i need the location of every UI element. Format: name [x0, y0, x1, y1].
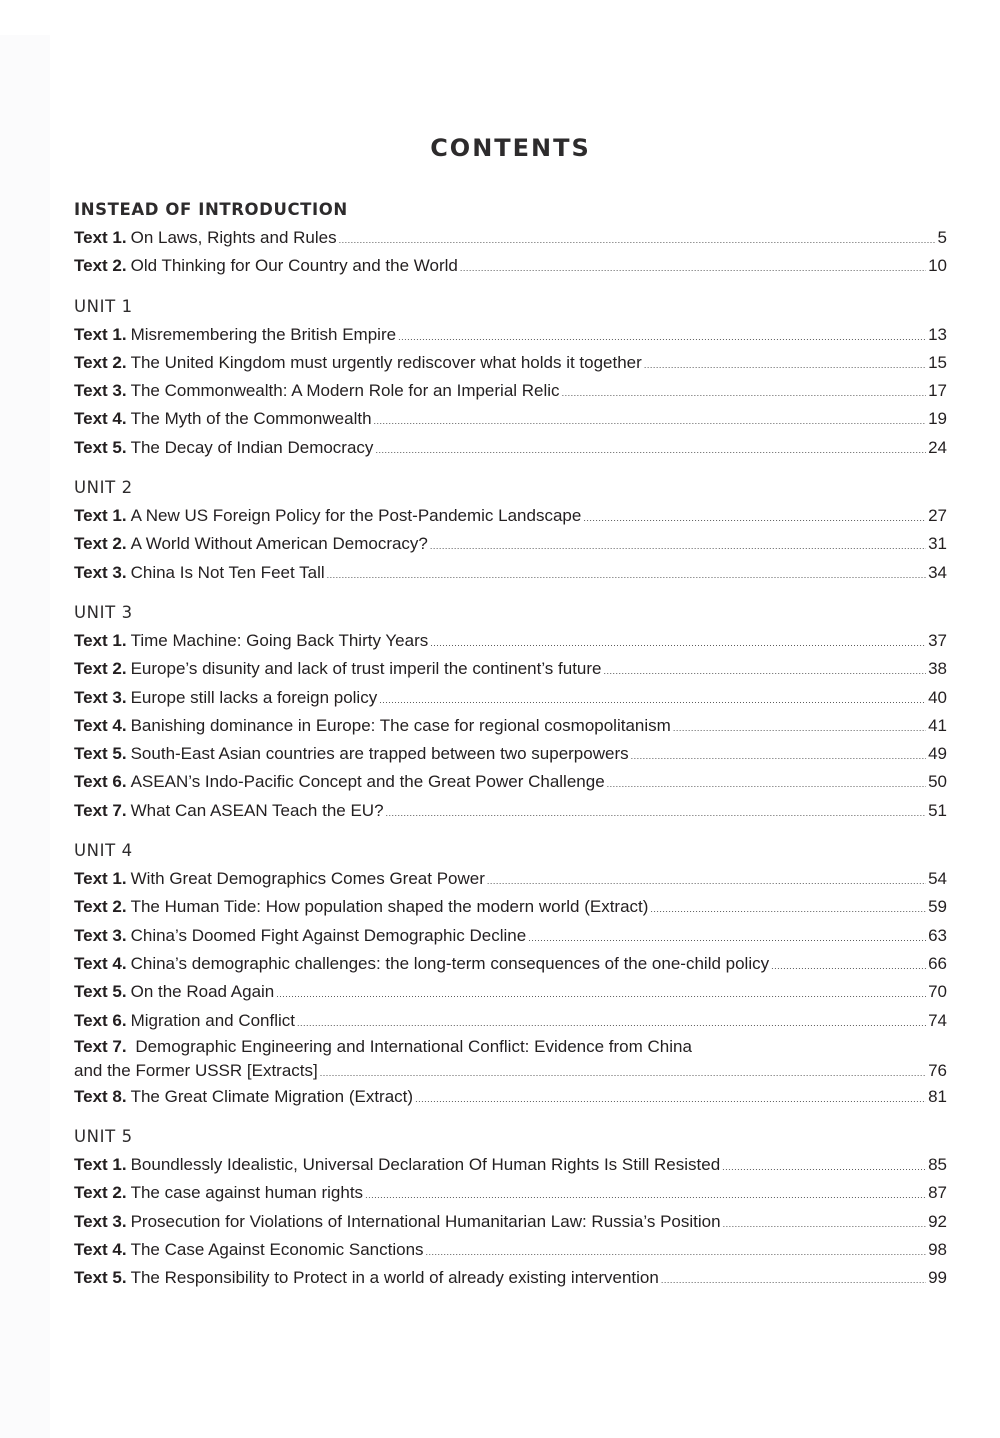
entry-label: Text 2.	[74, 659, 127, 679]
entry-page: 49	[928, 744, 947, 764]
dot-leader	[460, 254, 926, 282]
entry-page: 41	[928, 715, 947, 735]
toc-section-unit-1	[74, 293, 947, 462]
entry-page: 85	[928, 1155, 947, 1175]
entry-page: 10	[928, 256, 947, 276]
entry-page: 38	[928, 659, 947, 679]
toc-entry[interactable]	[74, 712, 947, 740]
entry-page: 19	[928, 409, 947, 429]
toc-section-unit-4	[74, 837, 947, 1111]
entry-label: Text 5.	[74, 982, 127, 1002]
entry-page: 81	[928, 1086, 947, 1106]
entry-title: The Commonwealth: A Modern Role for an Imperial Relic	[130, 381, 560, 401]
entry-label: Text 1.	[74, 630, 127, 650]
entry-page: 98	[928, 1240, 947, 1260]
entry-title: The Case Against Economic Sanctions	[130, 1240, 424, 1260]
entry-page: 27	[928, 506, 947, 526]
entry-page: 70	[928, 982, 947, 1002]
entry-page: 37	[928, 630, 947, 650]
dot-leader	[297, 1009, 926, 1037]
dot-leader	[276, 980, 926, 1008]
dot-leader	[650, 895, 926, 923]
entry-page: 59	[928, 897, 947, 917]
entry-label: Text 5.	[74, 1268, 127, 1288]
dot-leader	[528, 924, 926, 952]
entry-title: Time Machine: Going Back Thirty Years	[130, 630, 429, 650]
entry-title: The Human Tide: How population shaped the modern world (Extract)	[130, 897, 649, 917]
toc-entry[interactable]	[74, 1083, 947, 1111]
entry-label: Text 2.	[74, 534, 127, 554]
dot-leader	[379, 686, 926, 714]
entry-page: 54	[928, 869, 947, 889]
entry-label: Text 1.	[74, 228, 127, 247]
section-heading: UNIT 1	[74, 296, 133, 316]
entry-page: 17	[928, 381, 947, 401]
entry-page: 66	[928, 953, 947, 973]
toc-entry[interactable]	[74, 627, 947, 655]
entry-page: 15	[928, 352, 947, 372]
entry-title: The Myth of the Commonwealth	[130, 409, 372, 429]
dot-leader	[487, 867, 926, 895]
page-title: CONTENTS	[430, 134, 591, 162]
entry-page: 74	[928, 1010, 947, 1030]
entry-label: Text 1.	[74, 869, 127, 889]
section-heading: UNIT 3	[74, 602, 133, 622]
entry-label: Text 3.	[74, 1211, 127, 1231]
section-heading: INSTEAD OF INTRODUCTION	[74, 200, 348, 219]
entry-label: Text 6.	[74, 1010, 127, 1030]
dot-leader	[723, 1210, 927, 1238]
dot-leader	[631, 742, 926, 770]
toc-entry[interactable]	[74, 1179, 947, 1207]
entry-title: What Can ASEAN Teach the EU?	[130, 800, 384, 820]
toc-entry[interactable]	[74, 349, 947, 377]
entry-label: Text 2.	[74, 1183, 127, 1203]
toc-section-introduction	[74, 196, 947, 281]
section-heading: UNIT 4	[74, 841, 133, 861]
dot-leader	[607, 770, 926, 798]
dot-leader	[430, 629, 926, 657]
section-heading: UNIT 2	[74, 478, 133, 498]
entry-title: The United Kingdom must urgently rediscover what holds it together	[130, 352, 642, 372]
entry-page: 40	[928, 687, 947, 707]
entry-page: 13	[928, 324, 947, 344]
entry-label: Text 3.	[74, 562, 127, 582]
entry-page: 34	[928, 562, 947, 582]
entry-title: The Great Climate Migration (Extract)	[130, 1086, 414, 1106]
entry-label: Text 6.	[74, 772, 127, 792]
entry-title: Boundlessly Idealistic, Universal Declaration Of Human Rights Is Still Resisted	[130, 1155, 721, 1175]
toc-entry[interactable]	[74, 1208, 947, 1236]
toc-entry[interactable]	[74, 321, 947, 349]
entry-line-2	[74, 1059, 947, 1083]
toc-entry[interactable]	[74, 252, 947, 280]
dot-leader	[661, 1266, 926, 1294]
entry-title: The Responsibility to Protect in a world of already existing intervention	[130, 1268, 659, 1288]
entry-page: 87	[928, 1183, 947, 1203]
entry-label: Text 2.	[74, 897, 127, 917]
toc-entry[interactable]	[74, 377, 947, 405]
entry-title: Old Thinking for Our Country and the World	[130, 256, 458, 276]
dot-leader	[722, 1153, 926, 1181]
entry-title: Europe’s disunity and lack of trust imperil the continent’s future	[130, 659, 602, 679]
toc-entry[interactable]	[74, 893, 947, 921]
toc-section-unit-5	[74, 1123, 947, 1292]
entry-title-continued: and the Former USSR [Extracts]	[74, 1060, 318, 1080]
entry-label: Text 3.	[74, 925, 127, 945]
dot-leader	[644, 351, 926, 379]
toc-entry[interactable]	[74, 1035, 947, 1083]
dot-leader	[320, 1061, 926, 1085]
entry-title: Prosecution for Violations of International Humanitarian Law: Russia’s Position	[130, 1211, 721, 1231]
toc-entry[interactable]	[74, 1264, 947, 1292]
entry-label: Text 2.	[74, 256, 127, 276]
toc-entry[interactable]	[74, 1236, 947, 1264]
entry-title: Demographic Engineering and International Conflict: Evidence from China	[135, 1036, 692, 1056]
entry-title: South-East Asian countries are trapped between two superpowers	[130, 744, 629, 764]
toc-entry[interactable]	[74, 768, 947, 796]
entry-page: 50	[928, 772, 947, 792]
toc-entry[interactable]	[74, 740, 947, 768]
entry-page: 63	[928, 925, 947, 945]
toc-entry[interactable]	[74, 1151, 947, 1179]
entry-label: Text 4.	[74, 1240, 127, 1260]
entry-label: Text 1.	[74, 324, 127, 344]
entry-page: 31	[928, 534, 947, 554]
toc-entry[interactable]	[74, 865, 947, 893]
section-heading: UNIT 5	[74, 1127, 133, 1147]
toc-entry[interactable]	[74, 797, 947, 825]
dot-leader	[327, 561, 926, 589]
entry-label: Text 1.	[74, 506, 127, 526]
entry-label: Text 4.	[74, 715, 127, 735]
entry-label: Text 4.	[74, 409, 127, 429]
dot-leader	[374, 407, 927, 435]
dot-leader	[365, 1181, 926, 1209]
entry-label: Text 5.	[74, 437, 127, 457]
toc-entry[interactable]	[74, 922, 947, 950]
dot-leader	[415, 1085, 926, 1113]
dot-leader	[339, 226, 935, 254]
toc-entry[interactable]	[74, 684, 947, 712]
toc-entry[interactable]	[74, 655, 947, 683]
entry-title: The case against human rights	[130, 1183, 364, 1203]
toc-entry[interactable]	[74, 502, 947, 530]
entry-title: Misremembering the British Empire	[130, 324, 397, 344]
toc-entry[interactable]	[74, 559, 947, 587]
dot-leader	[375, 436, 926, 464]
entry-title: China’s Doomed Fight Against Demographic Decline	[130, 925, 527, 945]
toc-section-unit-2	[74, 474, 947, 587]
entry-page: 76	[928, 1060, 947, 1080]
toc-sections	[74, 196, 947, 1305]
dot-leader	[673, 714, 926, 742]
entry-label: Text 7.	[74, 800, 127, 820]
entry-label: Text 3.	[74, 381, 127, 401]
entry-title: Banishing dominance in Europe: The case for regional cosmopolitanism	[130, 715, 671, 735]
toc-entry[interactable]	[74, 224, 947, 252]
entry-label: Text 1.	[74, 1155, 127, 1175]
toc-entry[interactable]	[74, 950, 947, 978]
entry-label: Text 8.	[74, 1086, 127, 1106]
dot-leader	[604, 657, 927, 685]
entry-title: The Decay of Indian Democracy	[130, 437, 374, 457]
entry-page: 99	[928, 1268, 947, 1288]
entry-title: China’s demographic challenges: the long-term consequences of the one-child policy	[130, 953, 770, 973]
entry-title: China Is Not Ten Feet Tall	[130, 562, 325, 582]
entry-line-1	[74, 1035, 947, 1059]
entry-page: 92	[928, 1211, 947, 1231]
entry-label: Text 2.	[74, 352, 127, 372]
toc-section-unit-3	[74, 599, 947, 825]
dot-leader	[562, 379, 927, 407]
toc-entry[interactable]	[74, 530, 947, 558]
entry-title: Migration and Conflict	[130, 1010, 296, 1030]
entry-label: Text 7.	[74, 1036, 127, 1056]
dot-leader	[583, 504, 926, 532]
entry-title: A World Without American Democracy?	[130, 534, 428, 554]
dot-leader	[398, 323, 926, 351]
dot-leader	[430, 532, 926, 560]
entry-page: 5	[937, 228, 947, 247]
page-edge-shadow	[0, 35, 50, 1438]
entry-title: With Great Demographics Comes Great Power	[130, 869, 485, 889]
dot-leader	[426, 1238, 927, 1266]
entry-title: ASEAN’s Indo-Pacific Concept and the Great Power Challenge	[130, 772, 605, 792]
entry-page: 24	[928, 437, 947, 457]
toc-entry[interactable]	[74, 405, 947, 433]
toc-entry[interactable]	[74, 978, 947, 1006]
entry-title: On the Road Again	[130, 982, 275, 1002]
entry-page: 51	[928, 800, 947, 820]
entry-title: A New US Foreign Policy for the Post-Pandemic Landscape	[130, 506, 582, 526]
dot-leader	[771, 952, 926, 980]
toc-entry[interactable]	[74, 434, 947, 462]
entry-title: On Laws, Rights and Rules	[130, 228, 337, 247]
entry-label: Text 4.	[74, 953, 127, 973]
toc-entry[interactable]	[74, 1007, 947, 1035]
dot-leader	[386, 799, 927, 827]
entry-label: Text 3.	[74, 687, 127, 707]
entry-title: Europe still lacks a foreign policy	[130, 687, 378, 707]
entry-label: Text 5.	[74, 744, 127, 764]
